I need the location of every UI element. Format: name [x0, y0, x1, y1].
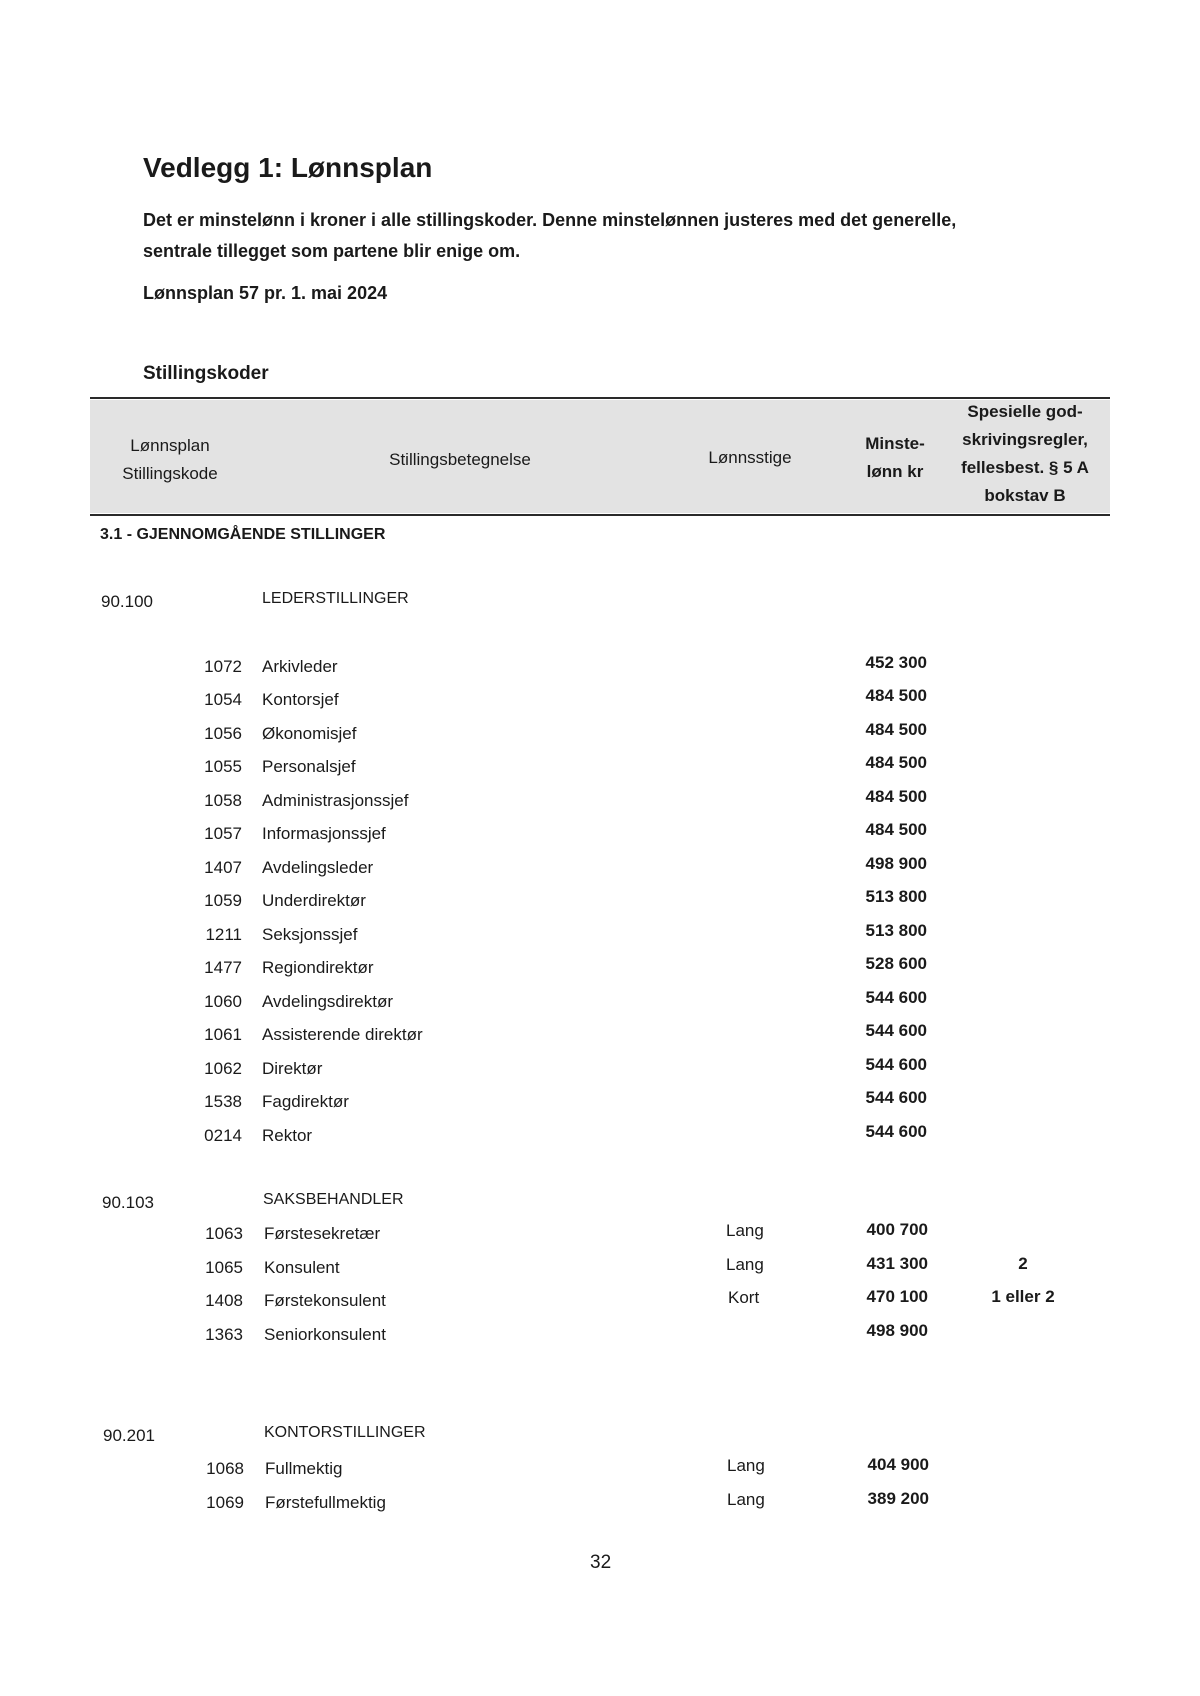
- row-name: Underdirektør: [262, 891, 366, 910]
- page-number: 32: [590, 1552, 612, 1573]
- row-amount: 544 600: [865, 1021, 927, 1040]
- row-code: 0214: [204, 1126, 242, 1145]
- row-code: 1408: [205, 1291, 243, 1310]
- row-name: Assisterende direktør: [262, 1025, 423, 1044]
- header-col4-line2: lønn kr: [866, 462, 924, 481]
- row-amount: 470 100: [866, 1287, 928, 1306]
- page-title: Vedlegg 1: Lønnsplan: [143, 152, 433, 183]
- row-name: Rektor: [262, 1126, 313, 1145]
- header-col4-line1: Minste-: [865, 434, 925, 453]
- row-name: Personalsjef: [262, 757, 356, 776]
- header-col-minstelonn: [845, 430, 945, 486]
- row-amount: 544 600: [865, 988, 927, 1007]
- group-code: 90.201: [103, 1426, 155, 1445]
- header-bottom-rule: [90, 514, 1110, 516]
- row-code: 1363: [205, 1325, 243, 1344]
- row-name: Fagdirektør: [262, 1092, 349, 1111]
- row-code: 1055: [204, 757, 242, 776]
- row-code: 1059: [204, 891, 242, 910]
- row-name: Kontorsjef: [262, 690, 339, 709]
- row-stige: Lang: [727, 1490, 765, 1509]
- row-amount: 404 900: [867, 1455, 929, 1474]
- row-amount: 544 600: [865, 1122, 927, 1141]
- row-name: Seniorkonsulent: [264, 1325, 386, 1344]
- row-code: 1060: [204, 992, 242, 1011]
- group-name: LEDERSTILLINGER: [262, 590, 409, 607]
- section-title: 3.1 - GJENNOMGÅENDE STILLINGER: [100, 526, 386, 543]
- row-stige: Lang: [727, 1456, 765, 1475]
- row-amount: 513 800: [865, 921, 927, 940]
- row-code: 1068: [206, 1459, 244, 1478]
- header-col-lonnsstige: Lønnsstige: [708, 448, 792, 467]
- row-code: 1065: [205, 1258, 243, 1277]
- row-name: Fullmektig: [265, 1459, 343, 1478]
- header-col1-line2: Stillingskode: [122, 464, 218, 483]
- row-amount: 400 700: [866, 1220, 928, 1239]
- row-name: Arkivleder: [262, 657, 338, 676]
- row-code: 1061: [204, 1025, 242, 1044]
- row-stige: Lang: [726, 1255, 764, 1274]
- row-amount: 513 800: [865, 887, 927, 906]
- header-col5-line4: bokstav B: [984, 486, 1066, 505]
- row-code: 1056: [204, 724, 242, 743]
- row-name: Direktør: [262, 1059, 323, 1078]
- row-amount: 544 600: [865, 1088, 927, 1107]
- row-amount: 484 500: [865, 720, 927, 739]
- header-col-stillingskode: [105, 432, 235, 488]
- row-code: 1477: [204, 958, 242, 977]
- row-code: 1057: [204, 824, 242, 843]
- row-code: 1063: [205, 1224, 243, 1243]
- row-name: Administrasjonssjef: [262, 791, 409, 810]
- row-name: Førstekonsulent: [264, 1291, 386, 1310]
- row-amount: 528 600: [865, 954, 927, 973]
- group-code: 90.100: [101, 592, 153, 611]
- row-amount: 431 300: [866, 1254, 928, 1273]
- intro-line-1: Det er minstelønn i kroner i alle stillingskoder. Denne minstelønnen justeres med det generelle,: [143, 210, 957, 230]
- row-name: Førstefullmektig: [265, 1493, 386, 1512]
- row-name: Økonomisjef: [262, 724, 357, 743]
- row-name: Informasjonssjef: [262, 824, 386, 843]
- row-code: 1538: [204, 1092, 242, 1111]
- row-amount: 498 900: [866, 1321, 928, 1340]
- row-name: Konsulent: [264, 1258, 340, 1277]
- header-col-stillingsbetegnelse: Stillingsbetegnelse: [389, 450, 531, 469]
- row-name: Avdelingsleder: [262, 858, 374, 877]
- row-stige: Lang: [726, 1221, 764, 1240]
- row-code: 1072: [204, 657, 242, 676]
- subheading: Stillingskoder: [143, 363, 269, 384]
- header-col5-line1: Spesielle god-: [967, 402, 1083, 421]
- row-amount: 544 600: [865, 1055, 927, 1074]
- row-code: 1407: [204, 858, 242, 877]
- group-name: SAKSBEHANDLER: [263, 1191, 404, 1208]
- intro-text: [143, 205, 956, 267]
- intro-line-2: sentrale tillegget som partene blir enige om.: [143, 241, 521, 261]
- group-name: KONTORSTILLINGER: [264, 1424, 426, 1441]
- row-amount: 484 500: [865, 753, 927, 772]
- row-amount: 484 500: [865, 820, 927, 839]
- row-spec: 1 eller 2: [991, 1287, 1055, 1306]
- header-col5-line2: skrivingsregler,: [962, 430, 1088, 449]
- header-col5-line3: fellesbest. § 5 A: [961, 458, 1089, 477]
- row-amount: 498 900: [865, 854, 927, 873]
- row-code: 1069: [206, 1493, 244, 1512]
- row-amount: 484 500: [865, 686, 927, 705]
- row-amount: 389 200: [867, 1489, 929, 1508]
- row-code: 1058: [204, 791, 242, 810]
- row-code: 1062: [204, 1059, 242, 1078]
- header-col-godskriving: [945, 398, 1105, 510]
- row-amount: 484 500: [865, 787, 927, 806]
- row-name: Regiondirektør: [262, 958, 374, 977]
- row-name: Seksjonssjef: [262, 925, 358, 944]
- plan-line: Lønnsplan 57 pr. 1. mai 2024: [143, 283, 388, 303]
- row-amount: 452 300: [865, 653, 927, 672]
- row-code: 1054: [204, 690, 242, 709]
- group-code: 90.103: [102, 1193, 154, 1212]
- header-col1-line1: Lønnsplan: [130, 436, 210, 455]
- row-name: Førstesekretær: [264, 1224, 381, 1243]
- row-name: Avdelingsdirektør: [262, 992, 394, 1011]
- row-code: 1211: [205, 925, 242, 944]
- row-spec: 2: [1018, 1254, 1028, 1273]
- row-stige: Kort: [728, 1288, 760, 1307]
